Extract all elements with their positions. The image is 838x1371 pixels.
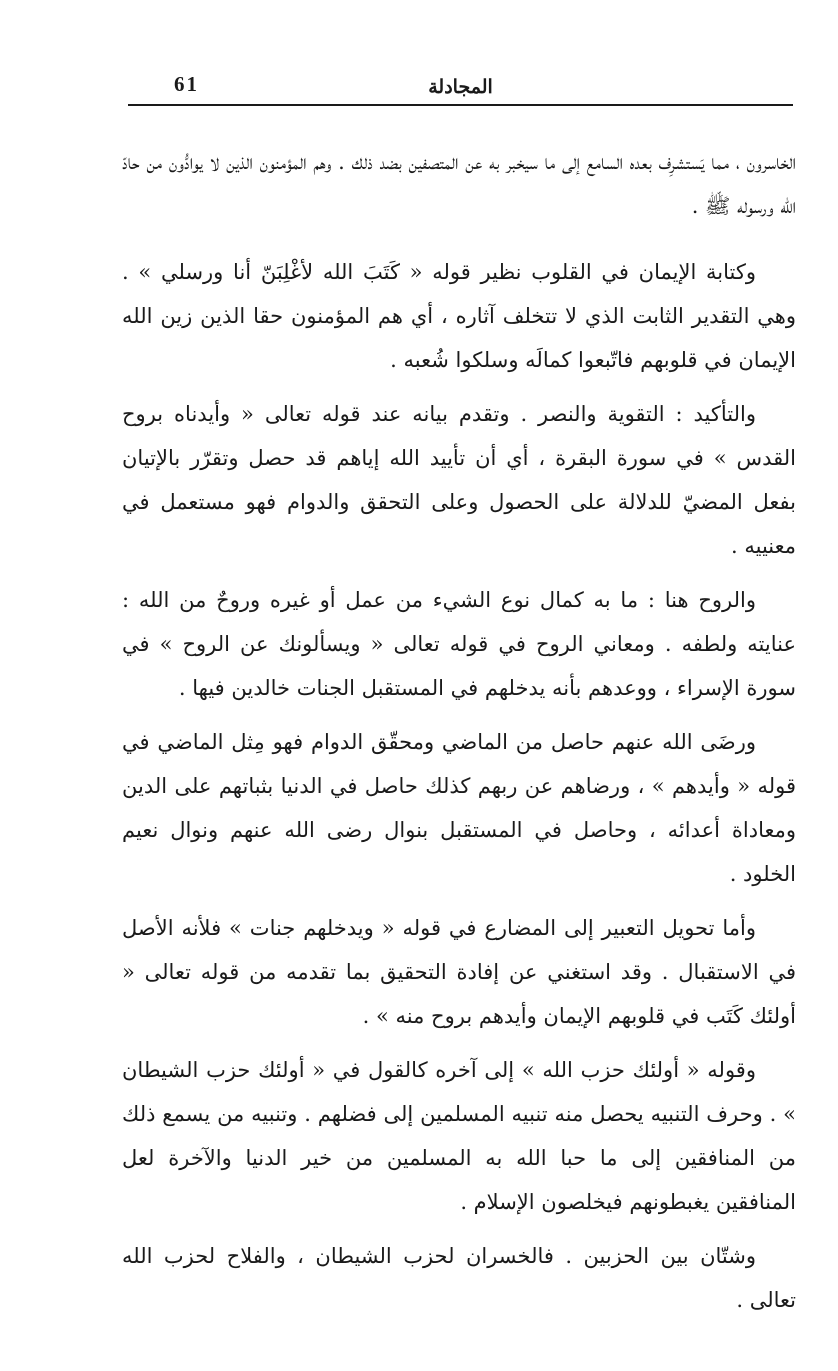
paragraph-3: والتأكيد : التقوية والنصر . وتقدم بيانه عند قوله تعالى « وأيدناه بروح القدس » في سورة البقرة ، أي أن تأييد الله إياهم قد حصل وتقرّر بالإتيان بفعل المضيّ للدلالة على الحصول وعلى التحقق والدوام فهو مستعمل في معنييه . <box>122 402 796 558</box>
paragraph-2: وكتابة الإيمان في القلوب نظير قوله « كَتَبَ الله لأغْلِبَنّ أنا ورسلي » . وهي التقدير الثابت الذي لا تتخلف آثاره ، أي هم المؤمنون حقا الذين زين الله الإيمان في قلوبهم فاتّبعوا كمالَه وسلكوا شُعبه . <box>122 260 796 372</box>
paragraph-5: ورضَى الله عنهم حاصل من الماضي ومحقّق الدوام فهو مِثل الماضي في قوله « وأيدهم » ، ورضاهم عن ربهم كذلك حاصل في الدنيا بثباتهم على الدين ومعاداة أعدائه ، وحاصل في المستقبل بنوال رضى الله عنهم ونوال نعيم الخلود . <box>122 730 796 886</box>
body-text <box>122 140 796 1332</box>
page-number: 61 <box>174 72 199 96</box>
paragraph-8: وشتّان بين الحزبين . فالخسران لحزب الشيطان ، والفلاح لحزب الله تعالى . <box>122 1244 796 1312</box>
paragraph-6: وأما تحويل التعبير إلى المضارع في قوله « ويدخلهم جنات » فلأنه الأصل في الاستقبال . وقد استغني عن إفادة التحقيق بما تقدمه من قوله تعالى « أولئك كَتَب في قلوبهم الإيمان وأيدهم بروح منه » . <box>122 916 796 1028</box>
running-title: المجادلة <box>428 76 493 98</box>
header-rule <box>128 104 793 106</box>
paragraph-4: والروح هنا : ما به كمال نوع الشيء من عمل أو غيره وروحٌ من الله : عنايته ولطفه . ومعاني الروح في قوله تعالى « ويسألونك عن الروح » في سورة الإسراء ، ووعدهم بأنه يدخلهم في المستقبل الجنات خالدين فيها . <box>122 588 796 700</box>
paragraph-7: وقوله « أولئك حزب الله » إلى آخره كالقول في « أولئك حزب الشيطان » . وحرف التنبيه يحصل منه تنبيه المسلمين إلى فضلهم . وتنبيه من يسمع ذلك من المنافقين إلى ما حبا الله به المسلمين من خير الدنيا والآخرة لعل المنافقين يغبطونهم فيخلصون الإسلام . <box>122 1058 796 1214</box>
paragraph-1: الخاسرون ، مما يَستشرِف بعده السامع إلى ما سيخبر به عن المتصفين بضد ذلك . وهم المؤمنون الذين لا يوادُّون من حادّ الله ورسوله ﷺ . <box>122 150 796 218</box>
page-header <box>128 62 793 106</box>
